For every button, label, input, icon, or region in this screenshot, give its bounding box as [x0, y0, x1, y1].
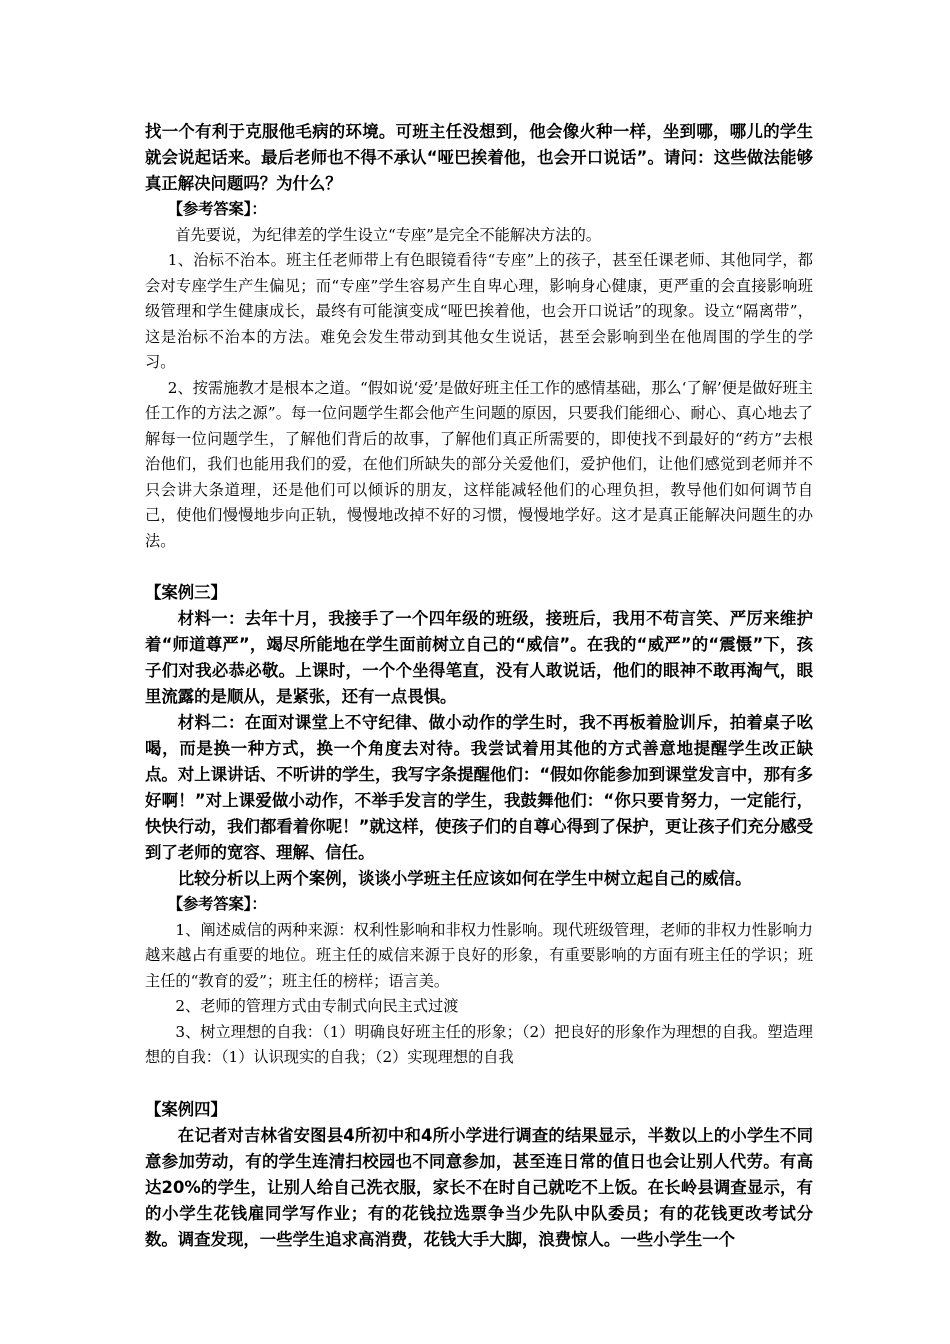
answer-intro: 首先要说，为纪律差的学生设立“专座”是完全不能解决方法的。: [175, 225, 601, 244]
section-gap: [145, 1071, 813, 1097]
answer-label: 【参考答案】：: [167, 895, 267, 913]
answer-label: 【参考答案】：: [167, 200, 267, 218]
case3-material-2: 材料二：在面对课堂上不守纪律、做小动作的学生时，我不再板着脸训斥，拍着桌子吆喝，而是换一种方式，换一个角度去对待。我尝试着用其他的方式善意地提醒学生改正缺点。对上课讲话、不听讲的学生，我写字条提醒他们：“假如你能参加到课堂发言中，那有多好啊！”对上课爱做小动作，不举手发言的学生，我鼓舞他们：“你只要肯努力，一定能行，快快行动，我们都看着你呢！”就这样，使孩子们的自尊心得到了保护，更让孩子们充分感受到了老师的宽容、理解、信任。: [145, 713, 813, 862]
case4-heading: 【案例四】: [145, 1099, 227, 1119]
case3-question: 比较分析以上两个案例，谈谈小学班主任应该如何在学生中树立起自己的威信。: [177, 869, 752, 888]
case3-heading: 【案例三】: [145, 583, 227, 602]
answer-point-1: 1、阐述威信的两种来源：权利性影响和非权力性影响。现代班级管理，老师的非权力性影响力越来越占有重要的地位。班主任的威信来源于良好的形象，有重要影响的方面有班主任的学识；班主任的“教育的爱”；班主任的榜样；语言美。: [145, 920, 813, 990]
answer-point-2: 2、老师的管理方式由专制式向民主式过渡: [175, 997, 459, 1015]
case4-paragraph: 在记者对吉林省安图县4所初中和4所小学进行调查的结果显示，半数以上的小学生不同意参加劳动，有的学生连清扫校园也不同意参加，甚至连日常的值日也会让别人代劳。有高达20%的学生，让别人给自己洗衣服，家长不在时自己就吃不上饭。在长岭县调查显示，有的小学生花钱雇同学写作业；有的花钱拉选票争当少先队中队委员；有的花钱更改考试分数。调查发现，一些学生追求高消费，花钱大手大脚，浪费惊人。一些小学生一个: [145, 1125, 813, 1249]
answer-point-2: 2、按需施教才是根本之道。“假如说‘爱’是做好班主任工作的感情基础，那么‘了解’便是做好班主任工作的方法之源”。每一位问题学生都会他产生问题的原因，只要我们能细心、耐心、真心地去了解每一位问题学生，了解他们背后的故事，了解他们真正所需要的，即使找不到最好的“药方”去根治他们，我们也能用我们的爱，在他们所缺失的部分关爱他们，爱护他们，让他们感觉到老师并不只会讲大条道理，还是他们可以倾诉的朋友，这样能减轻他们的心理负担，教导他们如何调节自己，使他们慢慢地步向正轨，慢慢地改掉不好的习惯，慢慢地学好。这才是真正能解决问题生的办法。: [145, 378, 813, 550]
case2-question-text: 找一个有利于克服他毛病的环境。可班主任没想到，他会像火种一样，坐到哪，哪儿的学生就会说起话来。最后老师也不得不承认“哑巴挨着他，也会开口说话”。请问：这些做法能够真正解决问题吗？为什么？: [145, 122, 813, 193]
document-body: [145, 119, 813, 1253]
case3-material-1: 材料一：去年十月，我接手了一个四年级的班级，接班后，我用不苟言笑、严厉来维护着“师道尊严”，竭尽所能地在学生面前树立自己的“威信”。在我的“威严”的“震慑”下，孩子们对我必恭必敬。上课时，一个个坐得笔直，没有人敢说话，他们的眼神不敢再淘气，眼里流露的是顺从，是紧张，还有一点畏惧。: [145, 609, 813, 706]
section-gap: [145, 554, 813, 580]
answer-point-3: 3、树立理想的自我：（1）明确良好班主任的形象；（2）把良好的形象作为理想的自我。塑造理想的自我：（1）认识现实的自我；（2）实现理想的自我: [145, 1022, 813, 1066]
answer-point-1: 1、治标不治本。班主任老师带上有色眼镜看待“专座”上的孩子，甚至任课老师、其他同学，都会对专座学生产生偏见；而“专座”学生容易产生自卑心理，影响身心健康，更严重的会直接影响班级管理和学生健康成长，最终有可能演变成“哑巴挨着他，也会开口说话”的现象。设立“隔离带”，这是治标不治本的方法。难免会发生带动到其他女生说话，甚至会影响到坐在他周围的学生的学习。: [145, 251, 813, 371]
